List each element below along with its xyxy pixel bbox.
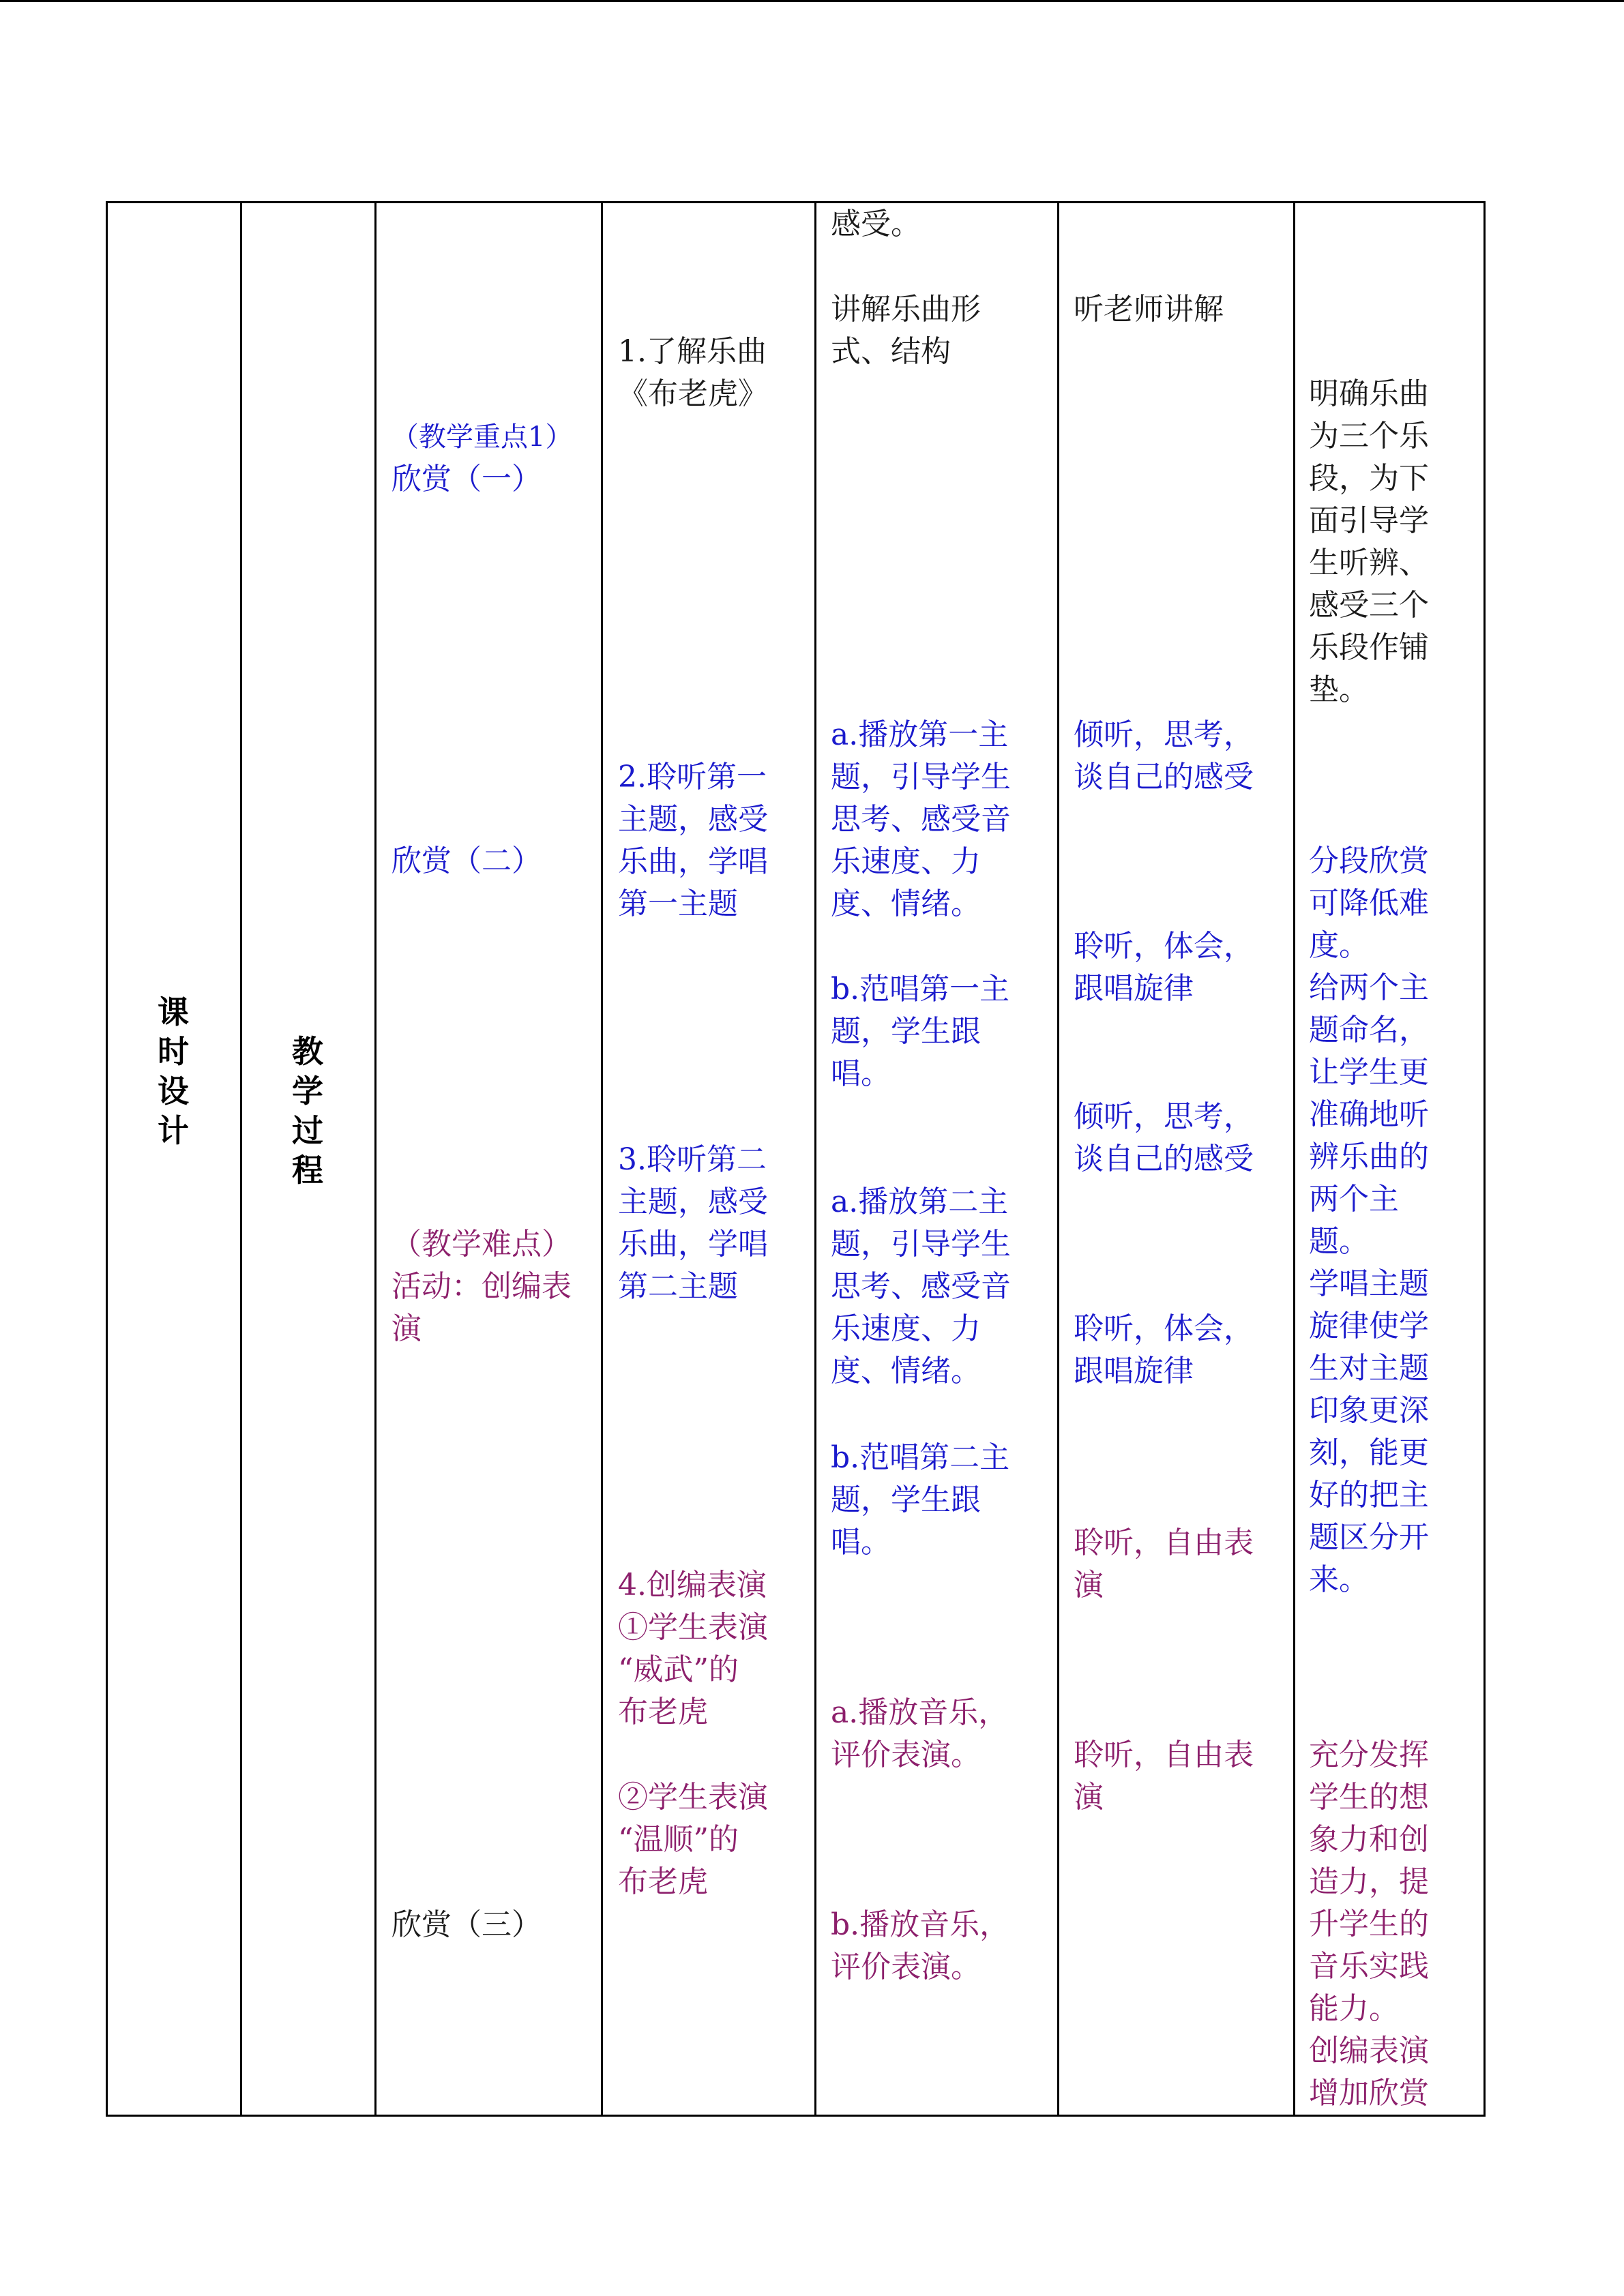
design-note-line: 能力。 [1309,1991,1399,2026]
design-note-line: 学唱主题 [1309,1266,1429,1301]
step-4b-line: 布老虎 [618,1864,708,1899]
teacher-text-line: 唱。 [831,1525,891,1560]
design-note-line: 题命名， [1309,1013,1429,1047]
design-note-line: 乐段作铺 [1309,630,1429,665]
design-note-line: 题区分开 [1309,1520,1429,1555]
design-note-line: 象力和创 [1309,1822,1429,1857]
design-note-line: 明确乐曲 [1309,376,1429,411]
step-2-line: 乐曲，学唱 [618,844,768,879]
step-4-line: ①学生表演 [618,1610,768,1645]
design-note-line: 充分发挥 [1309,1738,1429,1772]
student-text-line: 跟唱旋律 [1074,971,1194,1006]
step-4-line: “威武”的 [618,1652,739,1687]
design-note-line: 为三个乐 [1309,419,1429,453]
step-3-line: 第二主题 [618,1269,738,1304]
teaching-process-header: 教学过程 [292,1033,323,1189]
design-note-line: 音乐实践 [1309,1949,1429,1984]
design-note-line: 创编表演 [1309,2033,1429,2068]
lesson-design-header: 课时设计 [158,994,189,1149]
teacher-text-line: 评价表演。 [831,1950,981,1984]
teacher-text-line: 题，学生跟 [831,1482,981,1517]
design-note-line: 垫。 [1309,672,1369,707]
column-divider [374,203,377,2115]
key-point-1-label: （教学重点1） [392,421,573,453]
column-divider [601,203,603,2115]
teacher-text-line: 唱。 [831,1056,891,1091]
teacher-text-line: b.范唱第一主 [831,972,1010,1007]
teacher-text-line: 乐速度、力 [831,1311,981,1346]
design-note-line: 升学生的 [1309,1907,1429,1941]
design-note-line: 好的把主 [1309,1478,1429,1512]
teacher-text-line: 思考、感受音 [831,802,1011,837]
appreciation-3: 欣赏（三） [392,1907,542,1942]
step-1-line: 《布老虎》 [618,376,768,411]
step-3-line: 乐曲，学唱 [618,1227,768,1262]
activity-label: 活动：创编表 [392,1269,572,1304]
teacher-text-line: 式、结构 [831,334,951,369]
design-note-line: 刻，能更 [1309,1435,1429,1470]
step-2-line: 第一主题 [618,886,738,921]
page-top-border [0,0,1624,2]
teacher-text-line: 评价表演。 [831,1738,981,1772]
design-note-line: 分段欣赏 [1309,844,1429,878]
student-text-line: 聆听，自由表 [1074,1525,1254,1560]
student-text-line: 聆听，体会， [1074,1311,1254,1346]
step-3-line: 主题，感受 [618,1184,768,1219]
teacher-text-line: a.播放第一主 [831,717,1009,752]
design-note-line: 生对主题 [1309,1351,1429,1386]
design-note-line: 来。 [1309,1562,1369,1597]
teacher-text-line: a.播放音乐， [831,1695,1009,1730]
student-text-line: 演 [1074,1780,1104,1815]
design-note-line: 旋律使学 [1309,1309,1429,1343]
step-4b-line: ②学生表演 [618,1780,768,1815]
step-3-line: 3.聆听第二 [618,1142,767,1177]
design-note-line: 段，为下 [1309,461,1429,496]
step-1-line: 1.了解乐曲 [618,334,767,369]
design-note-line: 题。 [1309,1224,1369,1259]
student-text-line: 倾听，思考， [1074,717,1254,752]
design-note-line: 两个主 [1309,1182,1399,1217]
design-note-line: 辨乐曲的 [1309,1139,1429,1174]
design-note-line: 给两个主 [1309,970,1429,1005]
student-text-line: 跟唱旋律 [1074,1354,1194,1388]
teacher-text-line: 感受。 [831,207,921,241]
design-note-line: 面引导学 [1309,503,1429,538]
step-4-line: 4.创编表演 [618,1568,767,1602]
activity-label-cont: 演 [392,1311,422,1346]
teacher-text-line: b.范唱第二主 [831,1440,1010,1475]
design-note-line: 生听辨、 [1309,546,1429,580]
design-note-line: 印象更深 [1309,1393,1429,1428]
difficulty-label: （教学难点） [392,1227,572,1262]
teacher-text-line: 思考、感受音 [831,1269,1011,1304]
step-4b-line: “温顺”的 [618,1822,739,1857]
student-text-line: 谈自己的感受 [1074,760,1254,794]
design-note-line: 让学生更 [1309,1055,1429,1090]
step-2-line: 主题，感受 [618,802,768,837]
teacher-text-line: 度、情绪。 [831,886,981,921]
student-text-line: 倾听，思考， [1074,1099,1254,1134]
design-note-line: 准确地听 [1309,1097,1429,1132]
teacher-text-line: 讲解乐曲形 [831,292,981,327]
column-divider [814,203,816,2115]
teacher-text-line: b.播放音乐， [831,1907,1010,1942]
design-note-line: 学生的想 [1309,1780,1429,1815]
column-divider [1293,203,1295,2115]
appreciation-1: 欣赏（一） [392,462,542,496]
column-divider [1057,203,1059,2115]
teacher-text-line: 题，学生跟 [831,1014,981,1049]
design-note-line: 感受三个 [1309,588,1429,623]
appreciation-2: 欣赏（二） [392,844,542,878]
student-text-line: 谈自己的感受 [1074,1142,1254,1176]
design-note-line: 造力，提 [1309,1864,1429,1899]
design-note-line: 增加欣赏 [1309,2076,1429,2111]
student-text-line: 聆听，自由表 [1074,1738,1254,1772]
teacher-text-line: 题，引导学生 [831,1227,1011,1262]
teacher-text-line: 乐速度、力 [831,844,981,879]
teacher-text-line: a.播放第二主 [831,1184,1009,1219]
student-text-line: 聆听，体会， [1074,929,1254,964]
student-text-line: 演 [1074,1568,1104,1602]
teacher-text-line: 度、情绪。 [831,1354,981,1388]
step-4-line: 布老虎 [618,1695,708,1729]
student-text-line: 听老师讲解 [1074,292,1224,327]
design-note-line: 可降低难 [1309,886,1429,921]
column-divider [240,203,242,2115]
step-2-line: 2.聆听第一 [618,760,767,794]
teacher-text-line: 题，引导学生 [831,760,1011,794]
design-note-line: 度。 [1309,928,1369,963]
